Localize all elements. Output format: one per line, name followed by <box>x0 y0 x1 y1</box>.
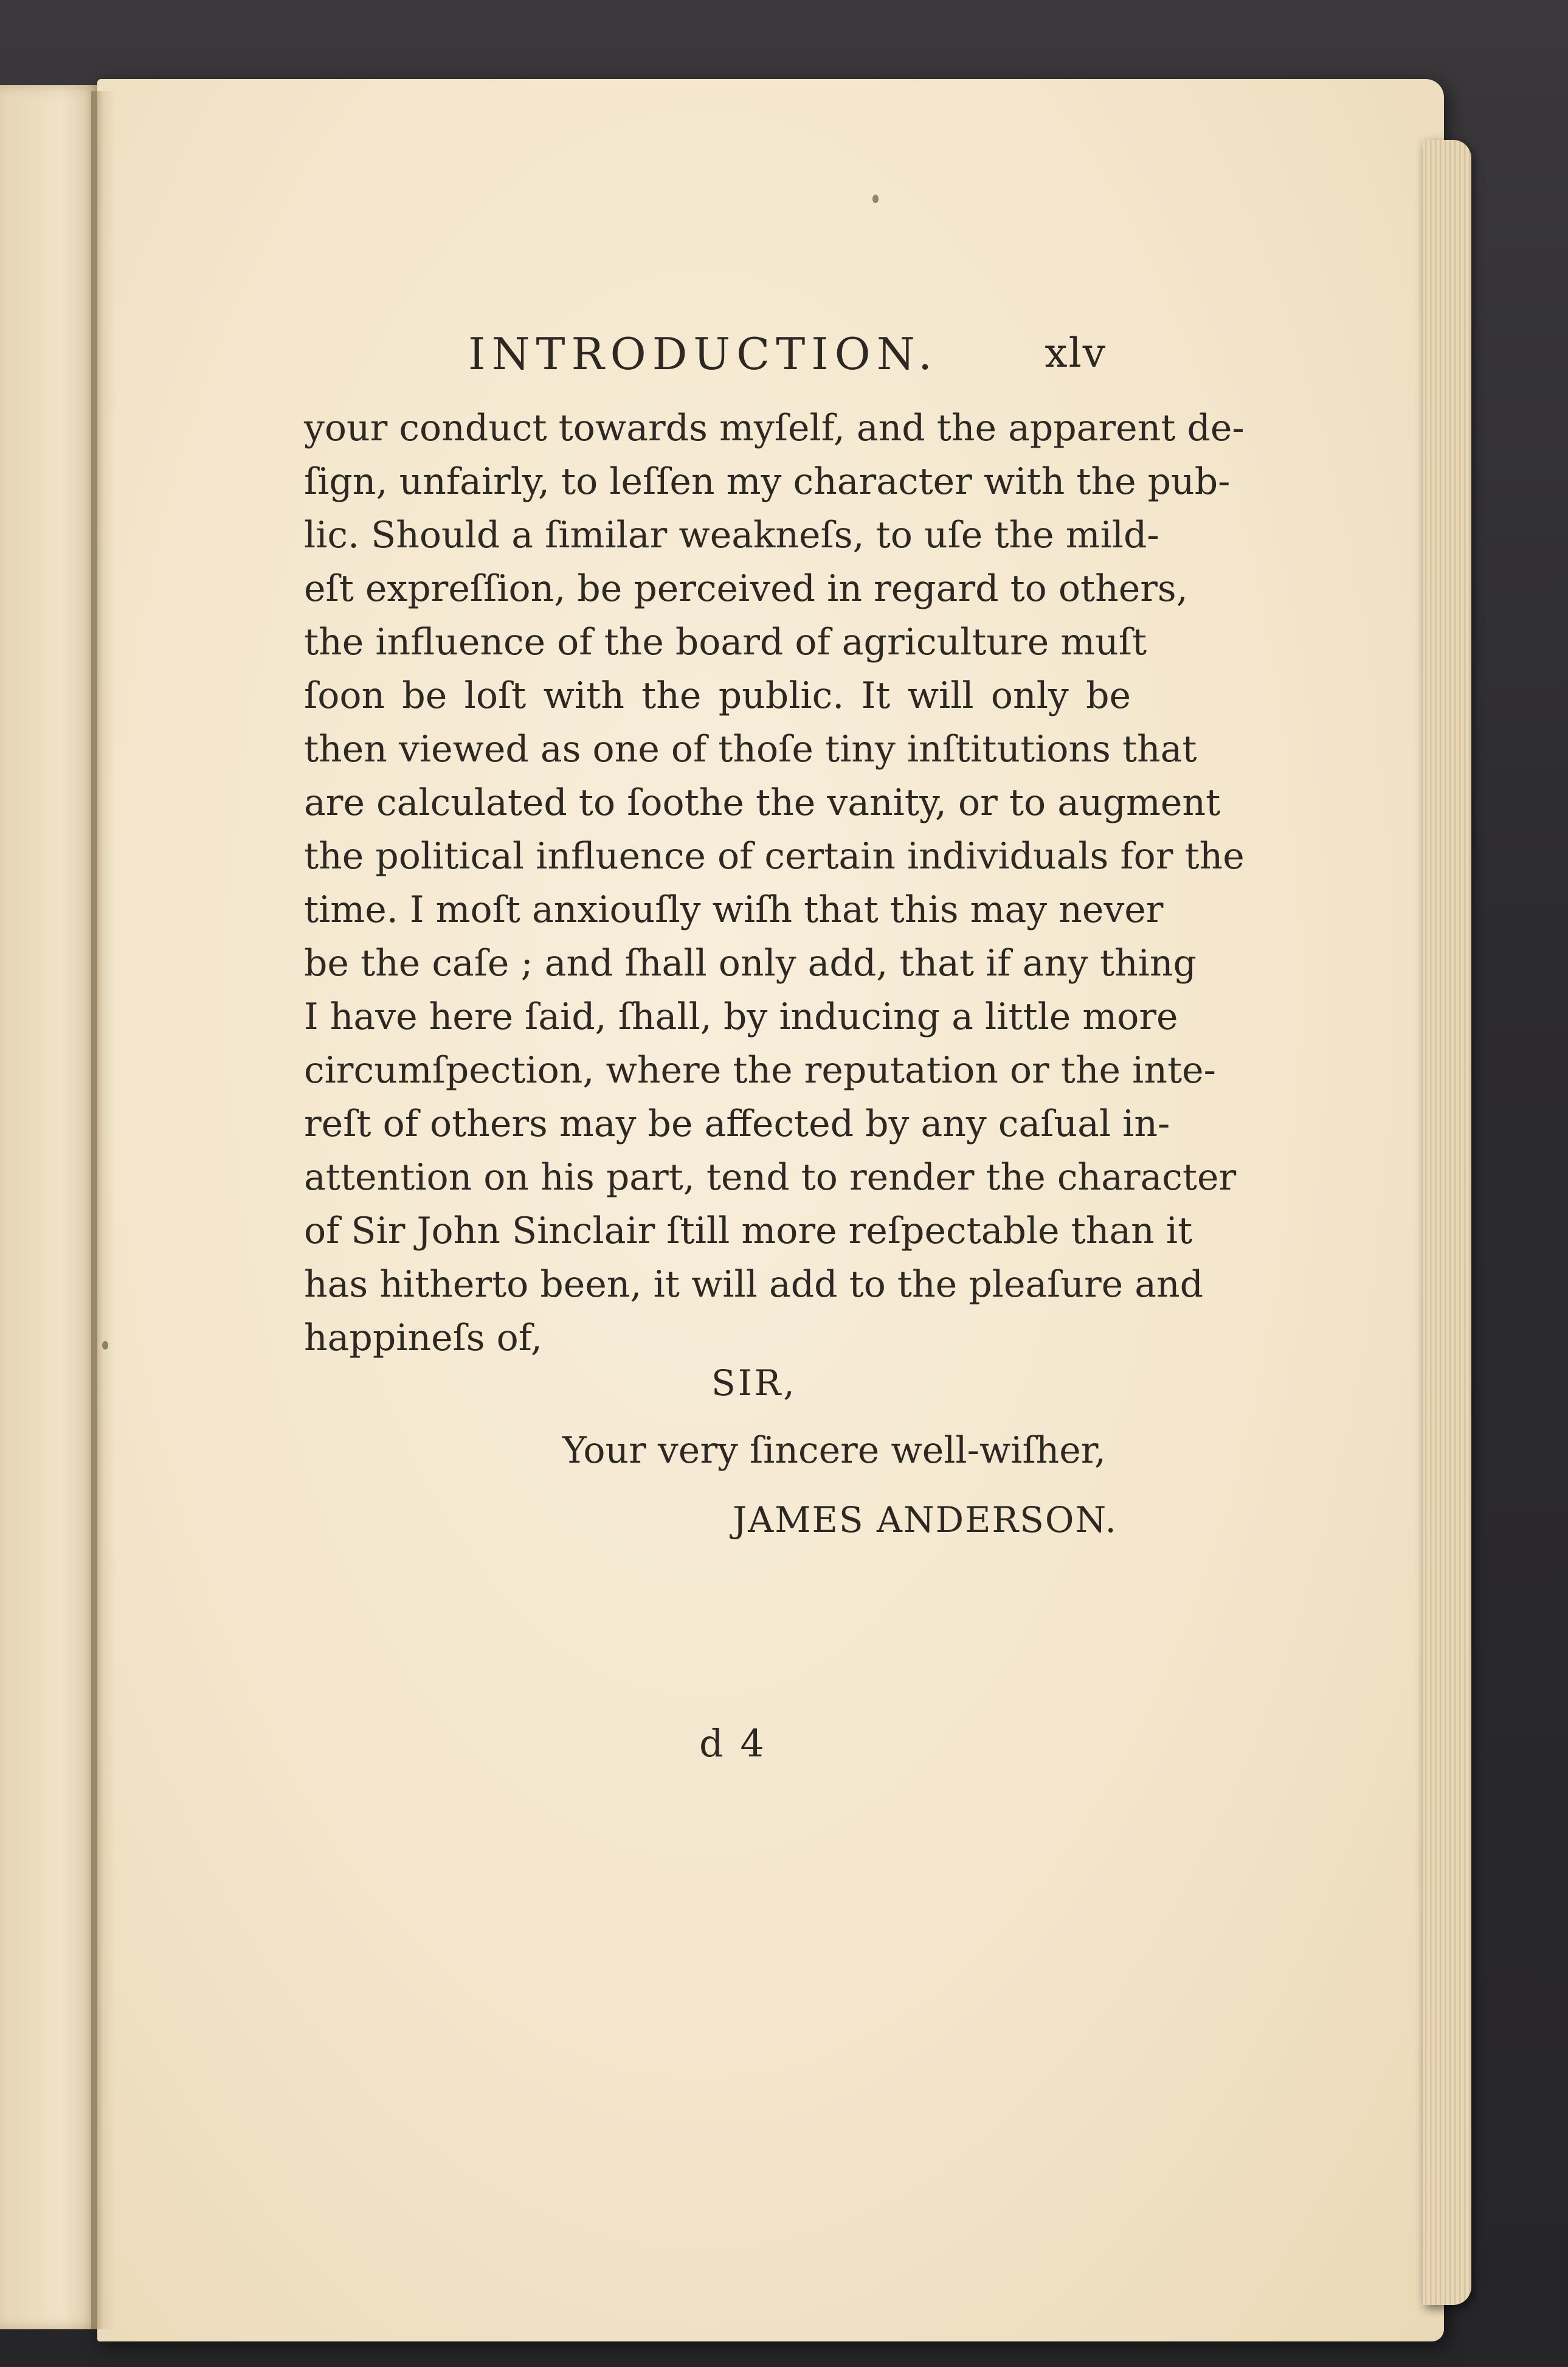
signature: JAMES ANDERSON. <box>733 1499 1117 1540</box>
text-line: has hitherto been, it will add to the pleaſure and <box>304 1263 1204 1306</box>
text-line: ſign, unfairly, to leſſen my character with the pub- <box>304 460 1231 503</box>
text-line: of Sir John Sinclair ſtill more reſpectable than it <box>304 1210 1193 1252</box>
text-line: time. I moſt anxiouſly wiſh that this may never <box>304 889 1164 931</box>
text-line: be the caſe ; and ſhall only add, that if any thing <box>304 942 1197 985</box>
paper-speck <box>872 195 879 203</box>
text-line: the influence of the board of agriculture muſt <box>304 621 1147 664</box>
text-line: attention on his part, tend to render the character <box>304 1156 1237 1199</box>
running-head <box>304 316 1119 383</box>
text-line: ſoon be loſt with the public. It will only be <box>304 674 1131 717</box>
page-number: xlv <box>1045 330 1107 376</box>
text-line: I have here ſaid, ſhall, by inducing a little more <box>304 996 1178 1038</box>
salutation: SIR, <box>711 1362 797 1404</box>
text-line: circumſpection, where the reputation or the inte- <box>304 1049 1216 1092</box>
text-line: reſt of others may be affected by any caſual in- <box>304 1103 1170 1145</box>
text-line: are calculated to ſoothe the vanity, or to augment <box>304 781 1221 824</box>
text-line: eſt expreſſion, be perceived in regard to others, <box>304 567 1188 610</box>
text-line: the political influence of certain individuals for the <box>304 835 1245 878</box>
printer-signature-mark: d 4 <box>699 1721 767 1766</box>
running-title: INTRODUCTION. <box>468 328 938 379</box>
text-line: then viewed as one of thoſe tiny inſtitutions that <box>304 728 1197 771</box>
text-line: happineſs of, <box>304 1317 542 1359</box>
valediction: Your very ſincere well-wiſher, <box>562 1429 1106 1472</box>
text-line: lic. Should a ſimilar weakneſs, to uſe the mild- <box>304 514 1159 556</box>
body-text <box>304 401 1245 1365</box>
paper-speck <box>102 1341 108 1350</box>
text-line: your conduct towards myſelf, and the apparent de- <box>304 407 1245 449</box>
